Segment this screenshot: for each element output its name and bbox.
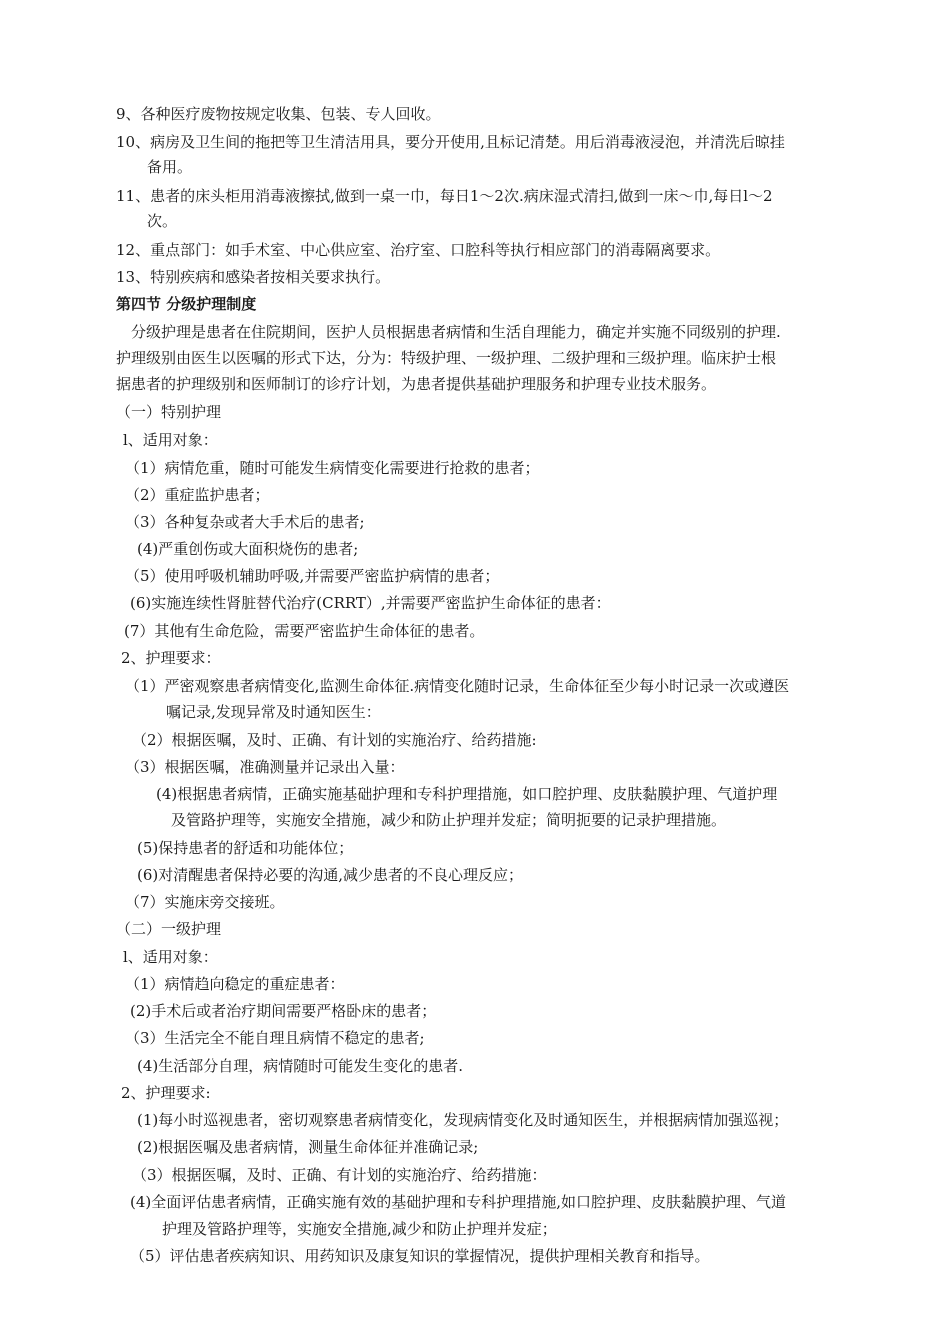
text-line: (4)生活部分自理，病情随时可能发生变化的患者. <box>137 1057 464 1075</box>
text-line: （一）特别护理 <box>116 403 222 421</box>
text-line: 2、护理要求: <box>121 1084 211 1102</box>
text-line: 嘱记录,发现异常及时通知医生： <box>166 703 381 721</box>
text-line: （7）实施床旁交接班。 <box>125 893 285 911</box>
text-line: (4)严重创伤或大面积烧伤的患者; <box>137 540 359 558</box>
text-line: 护理及管路护理等，实施安全措施,减少和防止护理并发症； <box>162 1220 557 1238</box>
text-line: （5）使用呼吸机辅助呼吸,并需要严密监护病情的患者； <box>125 567 500 585</box>
text-line: (6)对清醒患者保持必要的沟通,减少患者的不良心理反应； <box>137 866 524 884</box>
text-line: (1)每小时巡视患者，密切观察患者病情变化，发现病情变化及时通知医生，并根据病情加强巡视； <box>137 1111 789 1129</box>
text-line: 12、重点部门：如手术室、中心供应室、治疗室、口腔科等执行相应部门的消毒隔离要求。 <box>116 241 721 259</box>
text-line: （3）生活完全不能自理且病情不稳定的患者; <box>125 1029 425 1047</box>
section-heading: 第四节 分级护理制度 <box>116 295 257 313</box>
text-line: 护理级别由医生以医嘱的形式下达，分为：特级护理、一级护理、二级护理和三级护理。临床护士根 <box>116 349 777 367</box>
text-line: (5)保持患者的舒适和功能体位； <box>137 839 354 857</box>
text-line: 分级护理是患者在住院期间，医护人员根据患者病情和生活自理能力，确定并实施不同级别的护理. <box>131 323 781 341</box>
text-line: 次。 <box>147 212 178 230</box>
text-line: （3）根据医嘱，及时、正确、有计划的实施治疗、给药措施： <box>132 1166 547 1184</box>
text-line: （2）根据医嘱，及时、正确、有计划的实施治疗、给药措施: <box>132 731 537 749</box>
text-line: (7）其他有生命危险，需要严密监护生命体征的患者。 <box>124 622 485 640</box>
text-line: l、适用对象： <box>123 431 218 449</box>
text-line: （3）各种复杂或者大手术后的患者; <box>125 513 365 531</box>
text-line: 9、各种医疗废物按规定收集、包装、专人回收。 <box>116 105 441 123</box>
text-line: 及管路护理等，实施安全措施，减少和防止护理并发症；简明扼要的记录护理措施。 <box>171 811 727 829</box>
text-line: 10、病房及卫生间的拖把等卫生清洁用具，要分开使用,且标记清楚。用后消毒液浸泡，并清洗后晾挂 <box>116 133 785 151</box>
text-line: (4)根据患者病情，正确实施基础护理和专科护理措施，如口腔护理、皮肤黏膜护理、气道护理 <box>156 785 778 803</box>
text-line: 备用。 <box>147 158 193 176</box>
text-line: (6)实施连续性肾脏替代治疗(CRRT）,并需要严密监护生命体征的患者： <box>130 594 611 612</box>
text-line: （1）病情危重，随时可能发生病情变化需要进行抢救的患者； <box>125 459 540 477</box>
text-line: 2、护理要求： <box>121 649 221 667</box>
text-line: （2）重症监护患者； <box>125 486 270 504</box>
text-line: （5）评估患者疾病知识、用药知识及康复知识的掌握情况，提供护理相关教育和指导。 <box>130 1247 710 1265</box>
text-line: （1）严密观察患者病情变化,监测生命体征.病情变化随时记录，生命体征至少每小时记录一次或遵医 <box>125 677 790 695</box>
text-line: (4)全面评估患者病情，正确实施有效的基础护理和专科护理措施,如口腔护理、皮肤黏膜护理、气道 <box>130 1193 787 1211</box>
text-line: (2)根据医嘱及患者病情，测量生命体征并准确记录; <box>137 1138 479 1156</box>
text-line: （二）一级护理 <box>116 920 222 938</box>
text-line: （3）根据医嘱，准确测量并记录出入量： <box>125 758 405 776</box>
text-line: l、适用对象： <box>123 948 218 966</box>
text-line: (2)手术后或者治疗期间需要严格卧床的患者； <box>130 1002 437 1020</box>
text-line: 据患者的护理级别和医师制订的诊疗计划，为患者提供基础护理服务和护理专业技术服务。 <box>116 375 717 393</box>
text-line: （1）病情趋向稳定的重症患者： <box>125 975 345 993</box>
text-line: 11、患者的床头柜用消毒液擦拭,做到一桌一巾，每日1～2次.病床湿式清扫,做到一床～巾,每日l～2 <box>116 187 773 205</box>
text-line: 13、特别疾病和感染者按相关要求执行。 <box>116 268 391 286</box>
